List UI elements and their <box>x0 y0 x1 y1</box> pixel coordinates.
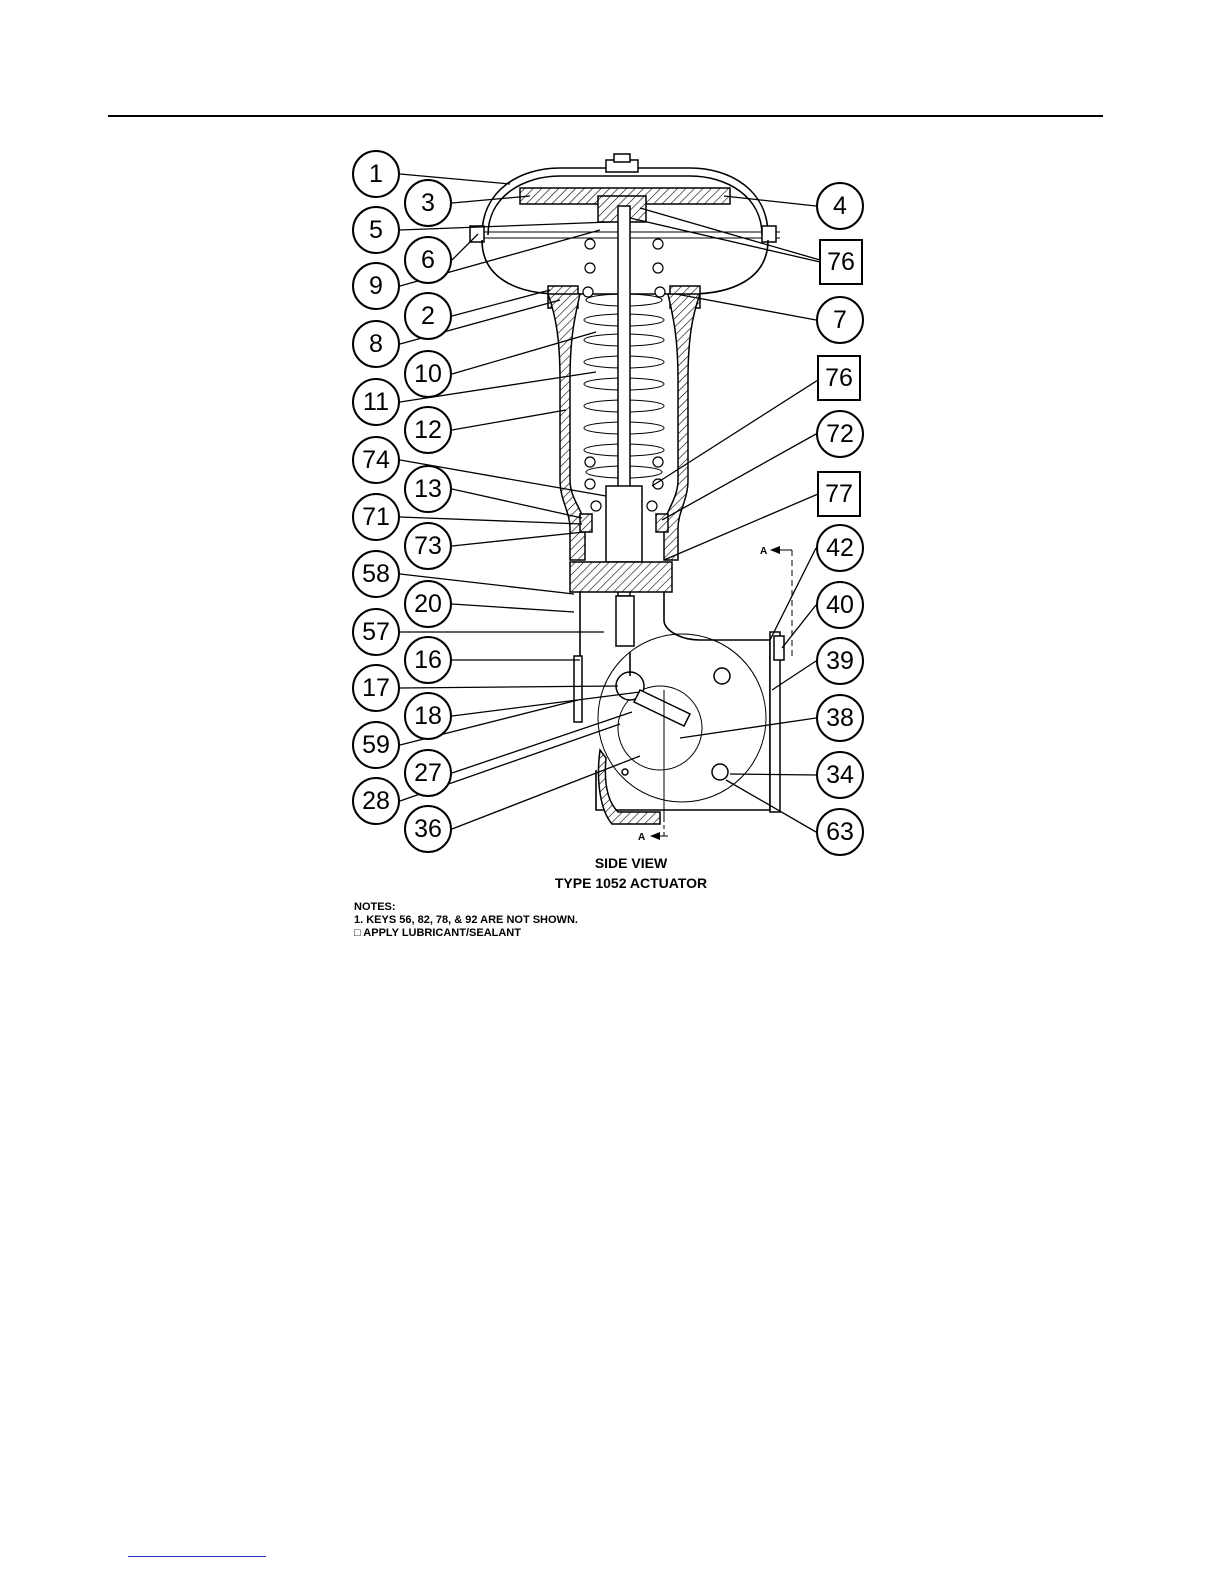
callout-72 <box>817 411 863 457</box>
notes-heading: NOTES: <box>354 901 396 913</box>
caption-side-view: SIDE VIEW <box>594 855 668 871</box>
spring-housing <box>548 206 700 596</box>
callout-36 <box>405 806 451 852</box>
svg-text:27: 27 <box>414 759 442 787</box>
svg-text:34: 34 <box>826 761 854 789</box>
callout-5 <box>353 207 399 253</box>
callout-74 <box>353 437 399 483</box>
svg-text:36: 36 <box>414 815 442 843</box>
svg-text:9: 9 <box>369 272 383 300</box>
svg-text:18: 18 <box>414 702 442 730</box>
callout-8 <box>353 321 399 367</box>
note-item-2: □ APPLY LUBRICANT/SEALANT <box>354 927 521 939</box>
callout-76-top <box>820 240 862 284</box>
callout-38 <box>817 695 863 741</box>
callout-12 <box>405 407 451 453</box>
svg-text:28: 28 <box>362 787 390 815</box>
callout-7 <box>817 297 863 343</box>
callout-6 <box>405 237 451 283</box>
section-marker-bottom: A <box>638 832 646 843</box>
callout-57 <box>353 609 399 655</box>
callout-73 <box>405 523 451 569</box>
callout-17 <box>353 665 399 711</box>
callout-59 <box>353 722 399 768</box>
section-marker-top: A <box>760 546 768 557</box>
callout-20 <box>405 581 451 627</box>
svg-text:6: 6 <box>421 246 435 274</box>
callout-77 <box>818 472 860 516</box>
svg-text:77: 77 <box>825 480 853 508</box>
svg-text:59: 59 <box>362 731 390 759</box>
svg-text:7: 7 <box>833 306 847 334</box>
svg-text:57: 57 <box>362 618 390 646</box>
callout-3 <box>405 180 451 226</box>
callout-18 <box>405 693 451 739</box>
svg-text:76: 76 <box>827 248 855 276</box>
callout-58 <box>353 551 399 597</box>
callout-1 <box>353 151 399 197</box>
svg-text:58: 58 <box>362 560 390 588</box>
svg-text:11: 11 <box>363 388 389 416</box>
note-item-1: 1. KEYS 56, 82, 78, & 92 ARE NOT SHOWN. <box>354 914 578 926</box>
callout-16 <box>405 637 451 683</box>
svg-text:42: 42 <box>826 534 854 562</box>
callout-39 <box>817 638 863 684</box>
lever-housing <box>570 562 784 824</box>
callout-71 <box>353 494 399 540</box>
svg-text:76: 76 <box>825 364 853 392</box>
svg-text:10: 10 <box>414 360 442 388</box>
svg-text:13: 13 <box>414 475 442 503</box>
svg-text:38: 38 <box>826 704 854 732</box>
svg-text:4: 4 <box>833 192 847 220</box>
svg-text:1: 1 <box>369 160 383 188</box>
callout-13 <box>405 466 451 512</box>
callout-63 <box>817 809 863 855</box>
footer-link-underline <box>128 1556 266 1557</box>
callout-27 <box>405 750 451 796</box>
svg-text:2: 2 <box>421 302 435 330</box>
callout-34 <box>817 752 863 798</box>
svg-text:63: 63 <box>826 818 854 846</box>
svg-text:71: 71 <box>362 503 390 531</box>
callout-2 <box>405 293 451 339</box>
callouts-left <box>353 151 451 852</box>
callout-11 <box>353 379 399 425</box>
svg-text:5: 5 <box>369 216 383 244</box>
svg-text:17: 17 <box>362 674 390 702</box>
svg-text:74: 74 <box>362 446 390 474</box>
callout-4 <box>817 183 863 229</box>
callouts-right <box>817 183 863 855</box>
svg-text:16: 16 <box>414 646 442 674</box>
svg-text:40: 40 <box>826 591 854 619</box>
svg-text:20: 20 <box>414 590 442 618</box>
svg-text:39: 39 <box>826 647 854 675</box>
callout-9 <box>353 263 399 309</box>
callout-42 <box>817 525 863 571</box>
svg-text:8: 8 <box>369 330 383 358</box>
caption-actuator-type: TYPE 1052 ACTUATOR <box>554 875 708 891</box>
callout-10 <box>405 351 451 397</box>
callout-76-mid <box>818 356 860 400</box>
callout-40 <box>817 582 863 628</box>
callout-28 <box>353 778 399 824</box>
svg-text:12: 12 <box>414 416 442 444</box>
svg-text:3: 3 <box>421 189 435 217</box>
svg-text:73: 73 <box>414 532 442 560</box>
svg-text:72: 72 <box>826 420 854 448</box>
